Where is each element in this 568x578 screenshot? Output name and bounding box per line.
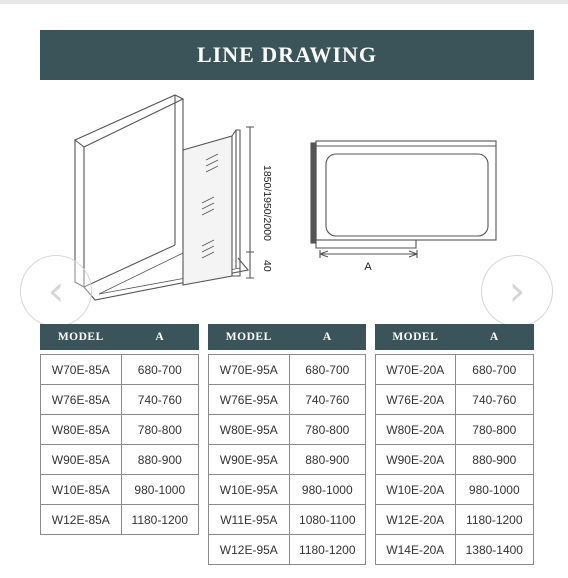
model-cell: W14E-20A bbox=[376, 535, 456, 565]
model-cell: W76E-95A bbox=[209, 385, 290, 415]
a-cell: 980-1000 bbox=[455, 475, 533, 505]
a-cell: 680-700 bbox=[455, 355, 533, 385]
a-cell: 980-1000 bbox=[289, 475, 365, 505]
model-cell: W70E-85A bbox=[41, 355, 122, 385]
model-cell: W70E-95A bbox=[209, 355, 290, 385]
header-a: A bbox=[289, 325, 365, 350]
model-cell: W12E-20A bbox=[376, 505, 456, 535]
model-cell: W10E-85A bbox=[41, 475, 122, 505]
glass-panel bbox=[183, 136, 232, 285]
a-cell: 1180-1200 bbox=[121, 505, 198, 535]
a-cell: 1080-1100 bbox=[289, 505, 365, 535]
table-row bbox=[209, 355, 366, 385]
a-cell: 740-760 bbox=[455, 385, 533, 415]
model-cell: W11E-95A bbox=[209, 505, 290, 535]
header-a: A bbox=[121, 325, 198, 350]
a-cell: 880-900 bbox=[289, 445, 365, 475]
table-row bbox=[376, 445, 534, 475]
depth-label: 40 bbox=[261, 260, 273, 272]
a-cell: 780-800 bbox=[121, 415, 198, 445]
table-row bbox=[209, 445, 366, 475]
table-row bbox=[41, 415, 199, 445]
model-cell: W10E-95A bbox=[209, 475, 290, 505]
table-row bbox=[376, 415, 534, 445]
model-cell: W80E-85A bbox=[41, 415, 122, 445]
a-cell: 740-760 bbox=[121, 385, 198, 415]
top-divider bbox=[0, 0, 568, 4]
width-label: A bbox=[364, 261, 372, 273]
spec-table-20a bbox=[375, 324, 534, 565]
header-model: MODEL bbox=[41, 325, 122, 350]
height-label: 1850/1950/2000 bbox=[261, 165, 273, 241]
header-a: A bbox=[455, 325, 533, 350]
table-row bbox=[41, 355, 199, 385]
table-row bbox=[376, 505, 534, 535]
a-cell: 780-800 bbox=[289, 415, 365, 445]
table-row bbox=[209, 505, 366, 535]
previous-image-button[interactable] bbox=[20, 255, 92, 327]
spec-table-95a bbox=[208, 324, 366, 565]
chevron-left-icon: ‹ bbox=[47, 266, 65, 315]
model-cell: W10E-20A bbox=[376, 475, 456, 505]
table-row bbox=[209, 415, 366, 445]
model-cell: W90E-85A bbox=[41, 445, 122, 475]
header-model: MODEL bbox=[209, 325, 290, 350]
plan-view-outline bbox=[316, 141, 496, 240]
table-row bbox=[376, 535, 534, 565]
a-cell: 780-800 bbox=[455, 415, 533, 445]
model-cell: W12E-95A bbox=[209, 535, 290, 565]
a-cell: 880-900 bbox=[455, 445, 533, 475]
a-cell: 1180-1200 bbox=[455, 505, 533, 535]
height-dimension-line bbox=[246, 127, 254, 278]
a-cell: 680-700 bbox=[289, 355, 365, 385]
model-cell: W90E-95A bbox=[209, 445, 290, 475]
page-title-text: LINE DRAWING bbox=[196, 42, 378, 67]
table-row bbox=[209, 385, 366, 415]
model-cell: W80E-20A bbox=[376, 415, 456, 445]
next-image-button[interactable] bbox=[481, 255, 553, 327]
model-cell: W12E-85A bbox=[41, 505, 122, 535]
model-cell: W80E-95A bbox=[209, 415, 290, 445]
page-title bbox=[40, 30, 534, 80]
table-row bbox=[41, 475, 199, 505]
chevron-right-icon: › bbox=[508, 266, 526, 315]
a-cell: 880-900 bbox=[121, 445, 198, 475]
model-cell: W76E-20A bbox=[376, 385, 456, 415]
model-cell: W90E-20A bbox=[376, 445, 456, 475]
a-cell: 1180-1200 bbox=[289, 535, 365, 565]
table-row bbox=[209, 535, 366, 565]
a-cell: 680-700 bbox=[121, 355, 198, 385]
a-cell: 740-760 bbox=[289, 385, 365, 415]
table-row bbox=[209, 475, 366, 505]
table-row bbox=[376, 355, 534, 385]
table-row bbox=[376, 385, 534, 415]
a-cell: 980-1000 bbox=[121, 475, 198, 505]
model-cell: W76E-85A bbox=[41, 385, 122, 415]
table-row bbox=[41, 505, 199, 535]
table-row bbox=[376, 475, 534, 505]
a-cell: 1380-1400 bbox=[455, 535, 533, 565]
table-row bbox=[41, 445, 199, 475]
back-wall bbox=[75, 95, 183, 147]
model-cell: W70E-20A bbox=[376, 355, 456, 385]
spec-table-85a bbox=[40, 324, 199, 535]
header-model: MODEL bbox=[376, 325, 456, 350]
table-row bbox=[41, 385, 199, 415]
width-dimension-line bbox=[320, 250, 417, 258]
